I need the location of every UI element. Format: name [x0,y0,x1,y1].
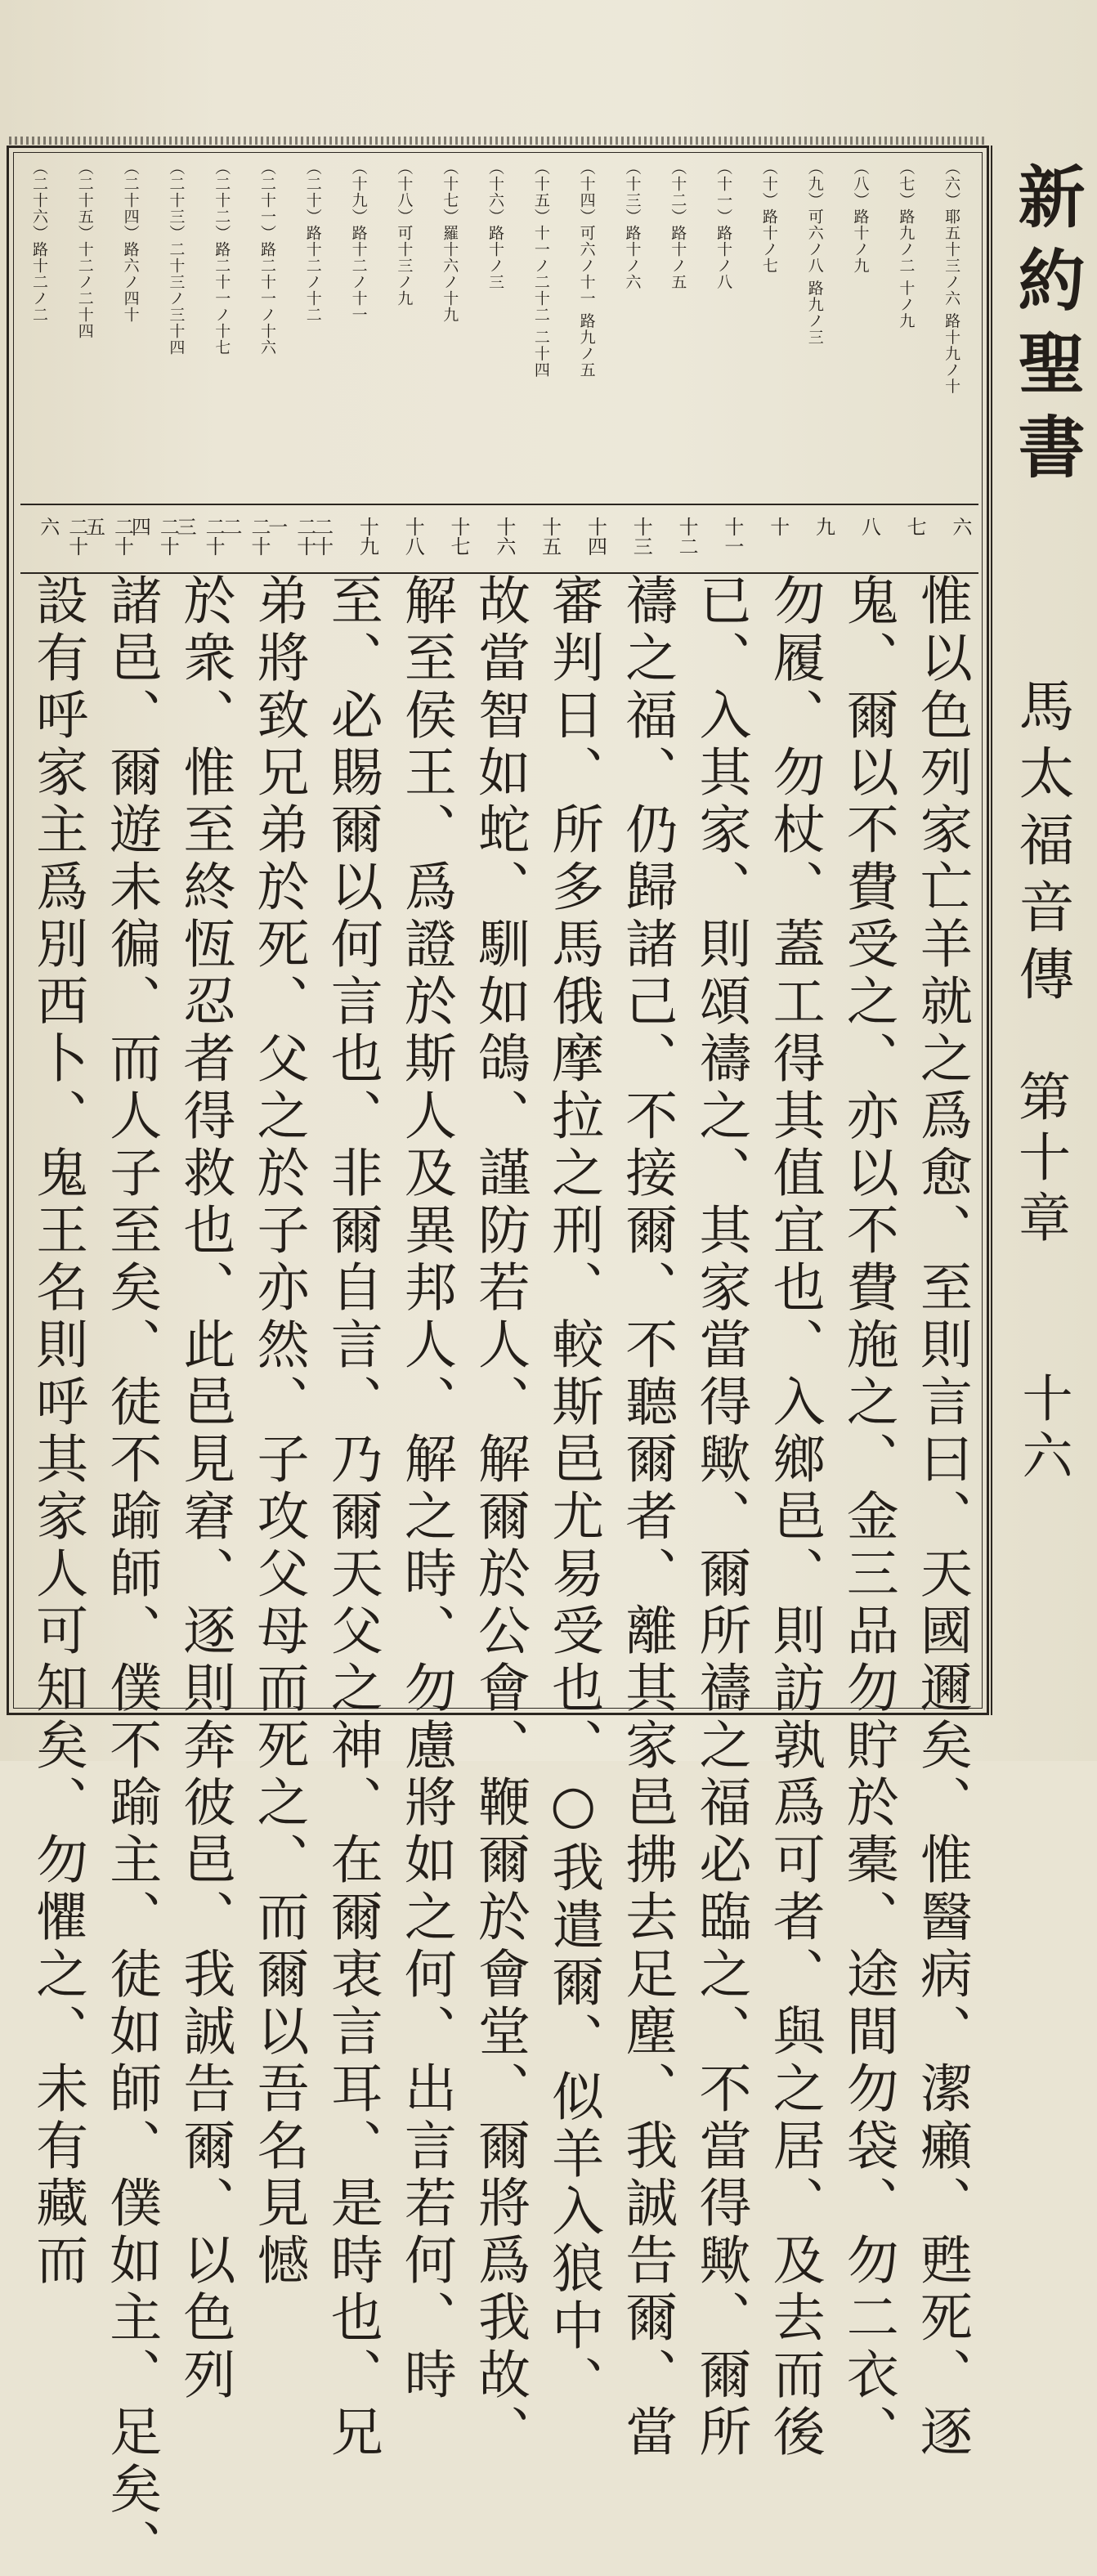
text-column: 諸邑、爾遊未徧、而人子至矣、徒不踰師、僕不踰主、徒如師、僕如主、足矣、 [101,573,162,2576]
note-item: （十六）路十ノ三 [486,159,505,290]
text-column: 已、入其家、則頌禱之、其家當得歟、爾所禱之福必臨之、不當得歟、爾所 [690,573,751,2462]
text-column: 設有呼家主爲別西卜、鬼王名則呼其家人可知矣、勿懼之、未有藏而 [27,573,88,2290]
verse-number: 六 [948,517,972,536]
note-item: （十）路十ノ七 [759,159,778,274]
note-item: （十五）十一ノ二十二 二十四 [531,159,550,379]
verse-number: 二十四 [128,517,180,556]
verse-number: 九 [812,517,835,536]
verse-number: 十五 [538,517,562,556]
note-item: （十七）羅十六ノ十九 [441,159,459,323]
note-item: （二十二）路二十一ノ十七 [213,159,231,356]
verse-number: 十一 [720,517,744,556]
verse-number: 十六 [492,517,516,556]
verse-number: 十 [766,517,790,536]
note-item: （十八）可十三ノ九 [395,159,414,307]
text-column: 禱之福、仍歸諸己、不接爾、不聽爾者、離其家邑拂去足塵、我誠告爾、當 [616,573,678,2462]
note-item: （十四）可六ノ十一 路九ノ五 [577,159,596,379]
text-column: 故當智如蛇、馴如鴿、謹防若人、解爾於公會、鞭爾於會堂、爾將爲我故、 [469,573,530,2462]
note-item: （二十四）路六ノ四十 [121,159,140,323]
text-column: 至、必賜爾以何言也、非爾自言、乃爾天父之神、在爾衷言耳、是時也、兄 [321,573,383,2462]
verse-number: 二十一 [264,517,316,556]
note-item: （二十三）二十三ノ三十四 [167,159,186,356]
note-item: （十三）路十ノ六 [623,159,642,290]
verse-number: 十九 [356,517,379,556]
cross-reference-notes [20,159,978,503]
note-item: （十二）路十ノ五 [669,159,687,290]
note-item: （七）路九ノ二 十ノ九 [897,159,916,329]
text-column: 解至侯王、爲證於斯人及異邦人、解之時、勿慮將如之何、出言若何、時 [395,573,456,2404]
verse-number: 十七 [447,517,471,556]
verse-number: 二十 [310,517,334,556]
note-item: （十九）路十二ノ十一 [349,159,368,323]
page-number: 十六 [1014,1372,1073,1486]
note-item: （六）耶五十三ノ六 路十九ノ十 [943,159,961,395]
note-item: （九）可六ノ八 路九ノ三 [805,159,824,346]
main-text [20,573,978,2576]
verse-number: 二十二 [218,517,271,556]
text-column: 惟以色列家亡羊就之爲愈、至則言曰、天國邇矣、惟醫病、潔癩、甦死、逐 [911,573,972,2462]
verse-number-row [20,504,978,574]
verse-number: 八 [857,517,881,536]
note-item: （八）路十ノ九 [851,159,870,274]
verse-number: 二十五 [82,517,134,556]
running-header [991,146,1086,1715]
book-collection-title: 新約聖書 [1007,162,1086,495]
text-column: 於衆、惟至終恆忍者得救也、此邑見窘、逐則奔彼邑、我誠告爾、以色列 [174,573,235,2404]
note-item: （十一）路十ノ八 [714,159,733,290]
decorative-border [9,137,987,145]
verse-number: 七 [903,517,927,536]
verse-number: 十三 [629,517,653,556]
chapter-title: 第十章 [1010,1069,1070,1251]
verse-number: 十八 [401,517,425,556]
verse-number: 二十六 [36,517,88,556]
book-title: 馬太福音傳 [1010,677,1074,1012]
text-column: 勿履、勿杖、蓋工得其值宜也、入鄉邑、則訪孰爲可者、與之居、及去而後 [763,573,825,2462]
text-frame [7,146,989,2576]
verse-number: 十二 [675,517,699,556]
note-item: （二十一）路二十一ノ十六 [258,159,276,356]
note-item: （二十）路十二ノ十二 [303,159,322,323]
text-column: 弟將致兄弟於死、父之於子亦然、子攻父母而死之、而爾以吾名見憾 [248,573,309,2290]
note-item: （二十六）路十二ノ二 [29,159,48,323]
text-column: 鬼、爾以不費受之、亦以不費施之、金三品勿貯於橐、途間勿袋、勿二衣、 [837,573,898,2462]
text-column: 審判日、所多馬俄摩拉之刑、較斯邑尤易受也、○我遣爾、似羊入狼中、 [543,573,604,2412]
verse-number: 十四 [584,517,607,556]
note-item: （二十五）十二ノ二十四 [75,159,94,339]
verse-number: 二十三 [173,517,226,556]
